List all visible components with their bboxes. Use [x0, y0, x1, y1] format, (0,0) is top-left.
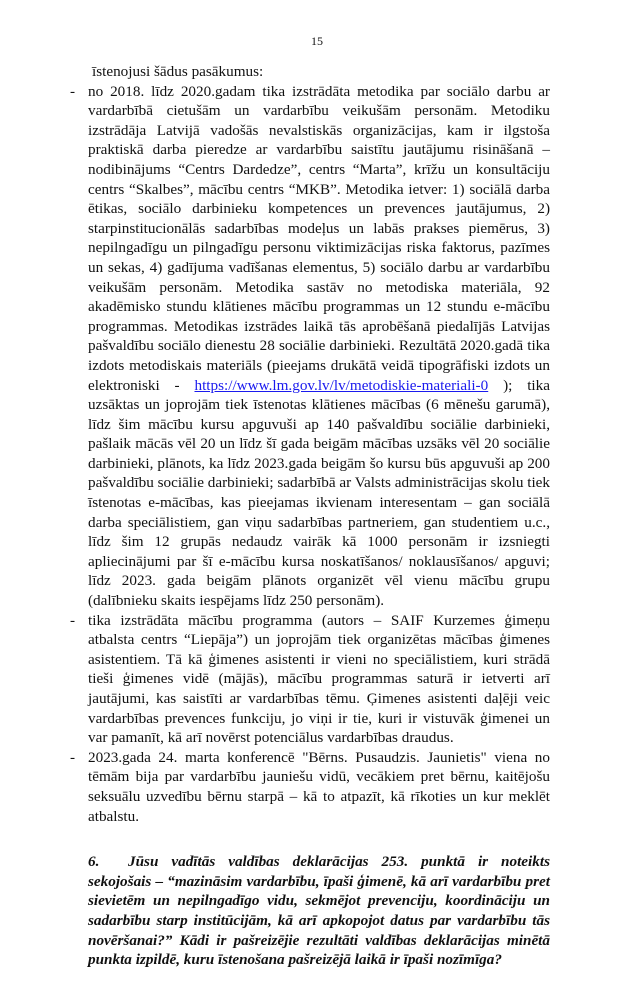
measures-list — [70, 82, 550, 827]
list-item-text: tika izstrādāta mācību programma (autors – SAIF Kurzemes ģimeņu atbalsta centrs “Liepāja”) un joprojām tiek organizētas mācības ģimenes asistentiem. Tā kā ģimenes asistenti ir vieni no speciālistiem, kuri strādā tieši ģimenes vidē (mājās), mācību programmas saturā ir ietverti arī jautājumi, kas saistīti ar vardarbības tēmu. Ģimenes asistenti daļēji veic vardarbības prevences funkciju, jo viņi ir tie, kuri ir vistuvāk ģimenei un var pamanīt, kā arī novērst potenciālus vardarbības draudus. — [88, 611, 550, 747]
list-item-text-part: no 2018. līdz 2020.gadam tika izstrādāta metodika par sociālo darbu ar vardarbībā cietušām un vardarbību veikušām personām. Metodiku izstrādāja Latvijā vadošās nevalstiskās organizācijas, kam ir ilgstoša praktiskā darba pieredze ar vardarbību saistītu jautājumu risināšanā – nodibinājums “Centrs Dardedze”, centrs “Marta”, krīžu un konsultāciju centrs “Skalbes”, mācību centrs “MKB”. Metodika ietver: 1) sociālā darba ētikas, sociālo darbinieku kompetences un prevences jautājumus, 2) starpinstitucionālās sadarbības modeļus un labās prakses piemērus, 3) nepilngadīgu un pilngadīgu personu viktimizācijas riska faktorus, pazīmes un sekas, 4) gadījuma vadīšanas elementus, 5) sociālo darbu ar vardarbību veikušām personām. Metodika sastāv no metodiska materiāla, 92 akadēmisko stundu klātienes mācību programmas un 12 stundu e-mācību programmas. Metodikas izstrādes laikā tās aprobēšanā piedalījās Latvijas pašvaldību sociālo dienestu 28 sociālie darbinieki. Rezultātā 2020.gadā tika izdots metodiskais materiāls (pieejams drukātā veidā tipogrāfiski izdots un elektroniski - — [88, 82, 550, 394]
page-number: 15 — [311, 34, 323, 48]
list-item — [70, 82, 550, 611]
question-number: 6. — [88, 853, 100, 871]
list-item-text-part: ); tika uzsāktas un joprojām tiek īstenotas klātienes mācības (6 mēnešu garumā), līdz šim mācību kursu apguvuši ap 140 pašvaldību sociālie darbinieki, pašlaik mācās vēl 20 un līdz šī gada beigām mācības uzsāks vēl 20 sociālie darbinieki, plānots, ka līdz 2023.gada beigām šo kursu būs apguvuši ap 200 pašvaldību sociālie darbinieki; sadarbībā ar Valsts administrācijas skolu tiek īstenotas e-mācības, kas pieejamas ikvienam interesentam – gan sociālā darba speciālistiem, gan viņu sadarbības partneriem, gan studentiem u.c., līdz šim 12 grupās nedaudz vairāk kā 1000 personām ir izsniegti apliecinājumi par šī e-mācību kursa noskatīšanos/ noklausīšanos/ apguvi; līdz 2023. gada beigām plānots organizēt vēl vienu mācību grupu (dalībnieku skaits iespējams līdz 250 personām). — [88, 376, 550, 610]
methodology-materials-link[interactable]: https://www.lm.gov.lv/lv/metodiskie-materiali-0 — [194, 376, 489, 394]
question-text: Jūsu vadītās valdības deklarācijas 253. punktā ir noteikts sekojošais – “mazināsim vardarbību, īpaši ģimenē, kā arī vardarbību pret sievietēm un nepilngadīgo vidu, sekmējot prevenciju, koordināciju un sadarbību starp institūcijām, kā arī apkopojot datus par vardarbību tās novēršanai?” Kādi ir pašreizējie rezultāti valdības deklarācijas minētā punkta izpildē, kuru īstenošana pašreizējā laikā ir īpaši nozīmīga? — [88, 853, 550, 969]
bullet-dash: - — [70, 611, 76, 629]
bullet-dash: - — [70, 82, 76, 100]
intro-line: īstenojusi šādus pasākumus: — [92, 63, 264, 80]
question-paragraph — [88, 852, 550, 970]
list-item — [70, 748, 550, 826]
list-item — [70, 611, 550, 748]
list-item-text: 2023.gada 24. marta konferencē "Bērns. Pusaudzis. Jaunietis" viena no tēmām bija par vardarbību jauniešu vidū, vecākiem pret bērnu, kaitējošu seksuālu uzvedību bērnu starpā – kā to atpazīt, kā rīkoties un kur meklēt atbalstu. — [88, 748, 550, 825]
list-item-text — [88, 82, 550, 611]
document-body — [70, 62, 550, 985]
bullet-dash: - — [70, 748, 76, 766]
